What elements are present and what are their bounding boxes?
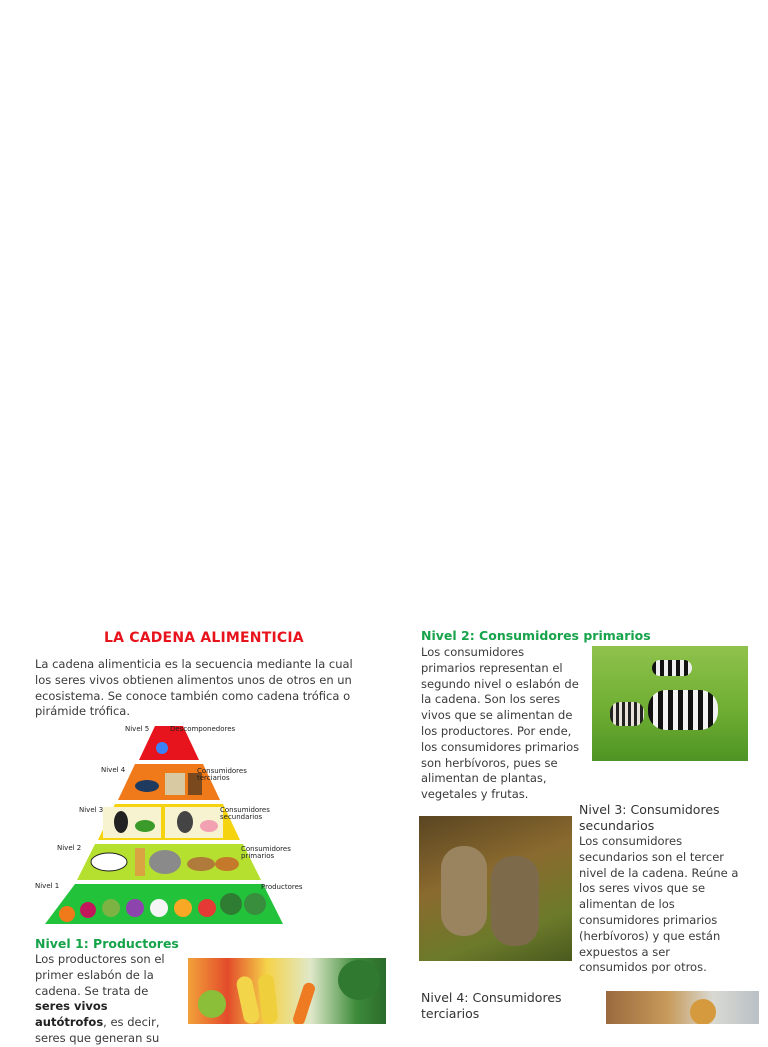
lettuce-icon [102,899,120,917]
nivel4-heading: Nivel 4: Consumidores terciarios [421,990,562,1021]
pig-icon [200,820,218,832]
decomposer-icon [156,742,168,754]
pyramid-level-4-label: Nivel 4 [101,766,126,774]
frog-icon [135,820,155,832]
pyramid-level-3-role-1: Consumidores [220,806,270,814]
nivel3-paragraph: Los consumidores secundarios son el tercer nivel de la cadena. Reúne a los seres vivos que se alimentan de los consumidores primarios (herbívoros) y que están expuestos a ser consumidos por otros. [579,834,739,975]
predator-photo [606,991,759,1024]
pyramid-level-3-role-2: secundarios [220,813,263,821]
monkey-icon [177,811,193,833]
nivel1-bold: seres vivos autótrofos [35,999,108,1030]
nivel2-paragraph-wrap [421,645,581,803]
apple-icon [198,899,216,917]
cauliflower-icon [150,899,168,917]
pyramid-level-5-label: Nivel 5 [125,725,150,733]
tree-icon [220,893,242,915]
penguin-icon [114,811,128,833]
hyenas-photo [419,816,572,961]
pyramid-level-5-role: Descomponedores [170,725,236,733]
nivel2-heading: Nivel 2: Consumidores primarios [421,628,651,643]
dog-icon [165,773,185,795]
cow-icon [91,853,127,871]
pyramid-level-2-role-2: primarios [241,852,275,860]
nivel1-paragraph: Los productores son el primer eslabón de la cadena. Se trata de seres vivos autótrofos, es decir, seres que generan su [35,952,165,1045]
antelope-icon [215,857,239,871]
dolphin-icon [135,780,159,792]
pumpkin-icon [59,906,75,922]
page-title: LA CADENA ALIMENTICIA [104,630,304,646]
nivel3-heading: Nivel 3: Consumidores secundarios [579,802,720,833]
deer-icon [187,857,215,871]
vegetables-photo [188,958,386,1024]
zebras-photo [592,646,748,761]
pyramid-level-3-label: Nivel 3 [79,806,104,814]
pyramid-level-4-role-1: Consumidores [197,767,247,775]
trophic-pyramid [33,718,305,928]
pyramid-level-1-role: Productores [261,883,303,891]
tree-icon-2 [244,893,266,915]
pyramid-level-1-label: Nivel 1 [35,882,60,890]
pyramid-level-2-role-1: Consumidores [241,845,291,853]
cabbage-icon [80,902,96,918]
pyramid-level-4-role-2: terciarios [197,774,230,782]
intro-paragraph: La cadena alimenticia es la secuencia mediante la cual los seres vivos obtienen alimentos unos de otros en un ecosistema. Se conoce también como cadena trófica o pirámide trófica. [35,657,353,719]
giraffe-icon [135,848,145,876]
orange-icon [174,899,192,917]
nivel1-heading: Nivel 1: Productores [35,936,179,951]
eggplant-icon [126,899,144,917]
nivel2-paragraph: Los consumidores primarios representan el segundo nivel o eslabón de la cadena. Son los seres vivos que se alimentan de los productores. Por ende, los consumidores primarios son herbívoros, pues se alimentan de plantas, vegetales y frutas. [421,645,580,802]
pyramid-level-2-label: Nivel 2 [57,844,82,852]
elephant-icon [149,850,181,874]
